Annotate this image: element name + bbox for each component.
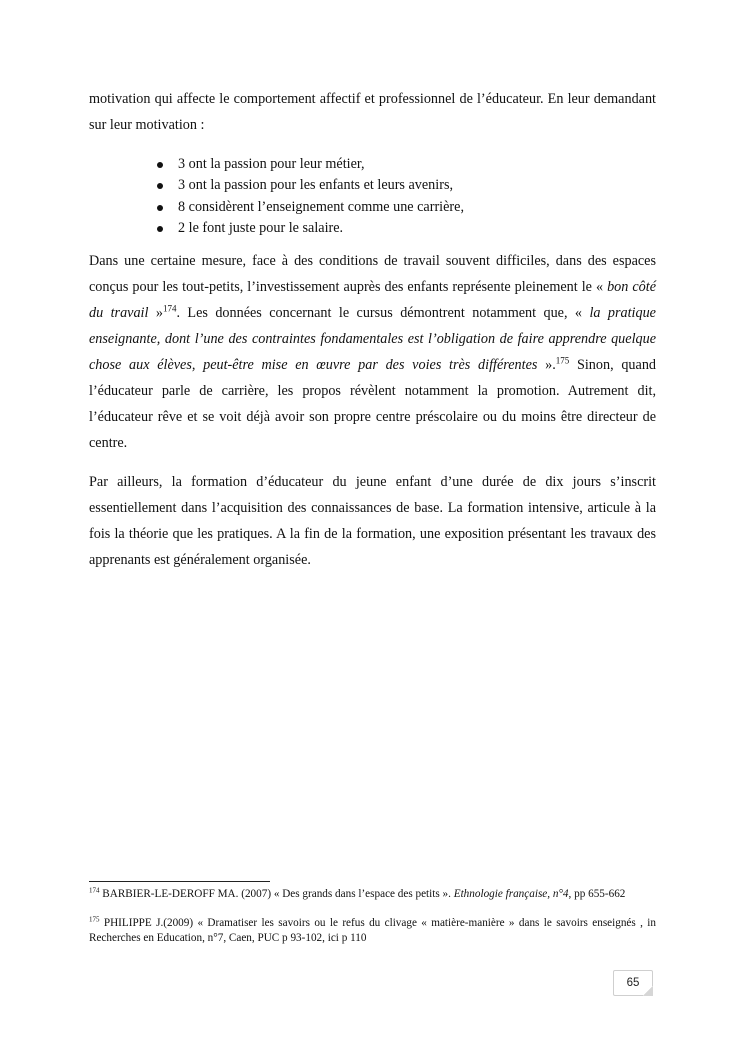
footnote-text: BARBIER-LE-DEROFF MA. (2007) « Des grands dans l’espace des petits ». — [99, 888, 454, 900]
list-item: 2 le font juste pour le salaire. — [155, 218, 464, 239]
paragraph-text: Par ailleurs, la formation d’éducateur du jeune enfant d’une durée de dix jours s’inscrit essentiellement dans l’acquisition des connaissances de base. La formation intensive, articule à la fois la théorie que les pratiques. A la fin de la formation, une exposition présentant les travaux des apprenants est généralement organisée. — [89, 474, 656, 568]
italic-quote: la pratique enseignante, dont l’une des contraintes fondamentales est l’obligation de faire apprendre quelque chose aux élèves, peut-être mise en œuvre par des voies très différentes — [89, 305, 656, 373]
motivation-bullet-list — [155, 154, 464, 240]
list-item: 8 considèrent l’enseignement comme une carrière, — [155, 197, 464, 218]
footnote-journal: Ethnologie française, n°4 — [453, 888, 569, 900]
paragraph-text: Sinon, quand l’éducateur parle de carrière, les propos révèlent notamment la promotion. Autrement dit, l’éducateur rêve et se voit déjà avoir son propre centre préscolaire ou du moins être directeur de centre. — [89, 357, 657, 451]
paragraph-text: motivation qui affecte le comportement affectif et professionnel de l’éducateur. En leur demandant sur leur motivation : — [89, 91, 656, 133]
footnote-number: 174 — [89, 886, 100, 895]
paragraph-formation — [89, 469, 656, 573]
footnote-separator — [89, 881, 270, 882]
footnote-text: , pp 655-662 — [568, 888, 626, 900]
paragraph-text: ». — [537, 357, 556, 373]
paragraph-text: . Les données concernant le cursus démontrent notamment que, « — [176, 305, 590, 321]
footnote-text: PHILIPPE J.(2009) « Dramatiser les savoirs ou le refus du clivage « matière-manière » dans le savoirs enseignés , in Recherches en Education, n°7, Caen, PUC p 93-102, ici p 110 — [89, 917, 656, 944]
italic-quote: bon côté du travail — [89, 279, 656, 321]
footnote-ref-174[interactable]: 174 — [162, 303, 177, 314]
footnote-number: 175 — [89, 915, 100, 924]
list-item: 3 ont la passion pour leur métier, — [155, 154, 464, 175]
paragraph-text: Dans une certaine mesure, face à des conditions de travail souvent difficiles, dans des espaces conçus pour les tout-petits, l’investissement auprès des enfants représente pleinement le « — [89, 253, 656, 295]
paragraph-motivation-intro — [89, 86, 656, 138]
paragraph-text: » — [148, 305, 163, 321]
footnote-175 — [89, 916, 656, 945]
list-item: 3 ont la passion pour les enfants et leurs avenirs, — [155, 175, 464, 196]
footnote-174 — [89, 887, 656, 902]
paragraph-travail — [89, 248, 656, 456]
footnote-ref-175[interactable]: 175 — [555, 355, 570, 366]
page-number: 65 — [613, 970, 653, 996]
